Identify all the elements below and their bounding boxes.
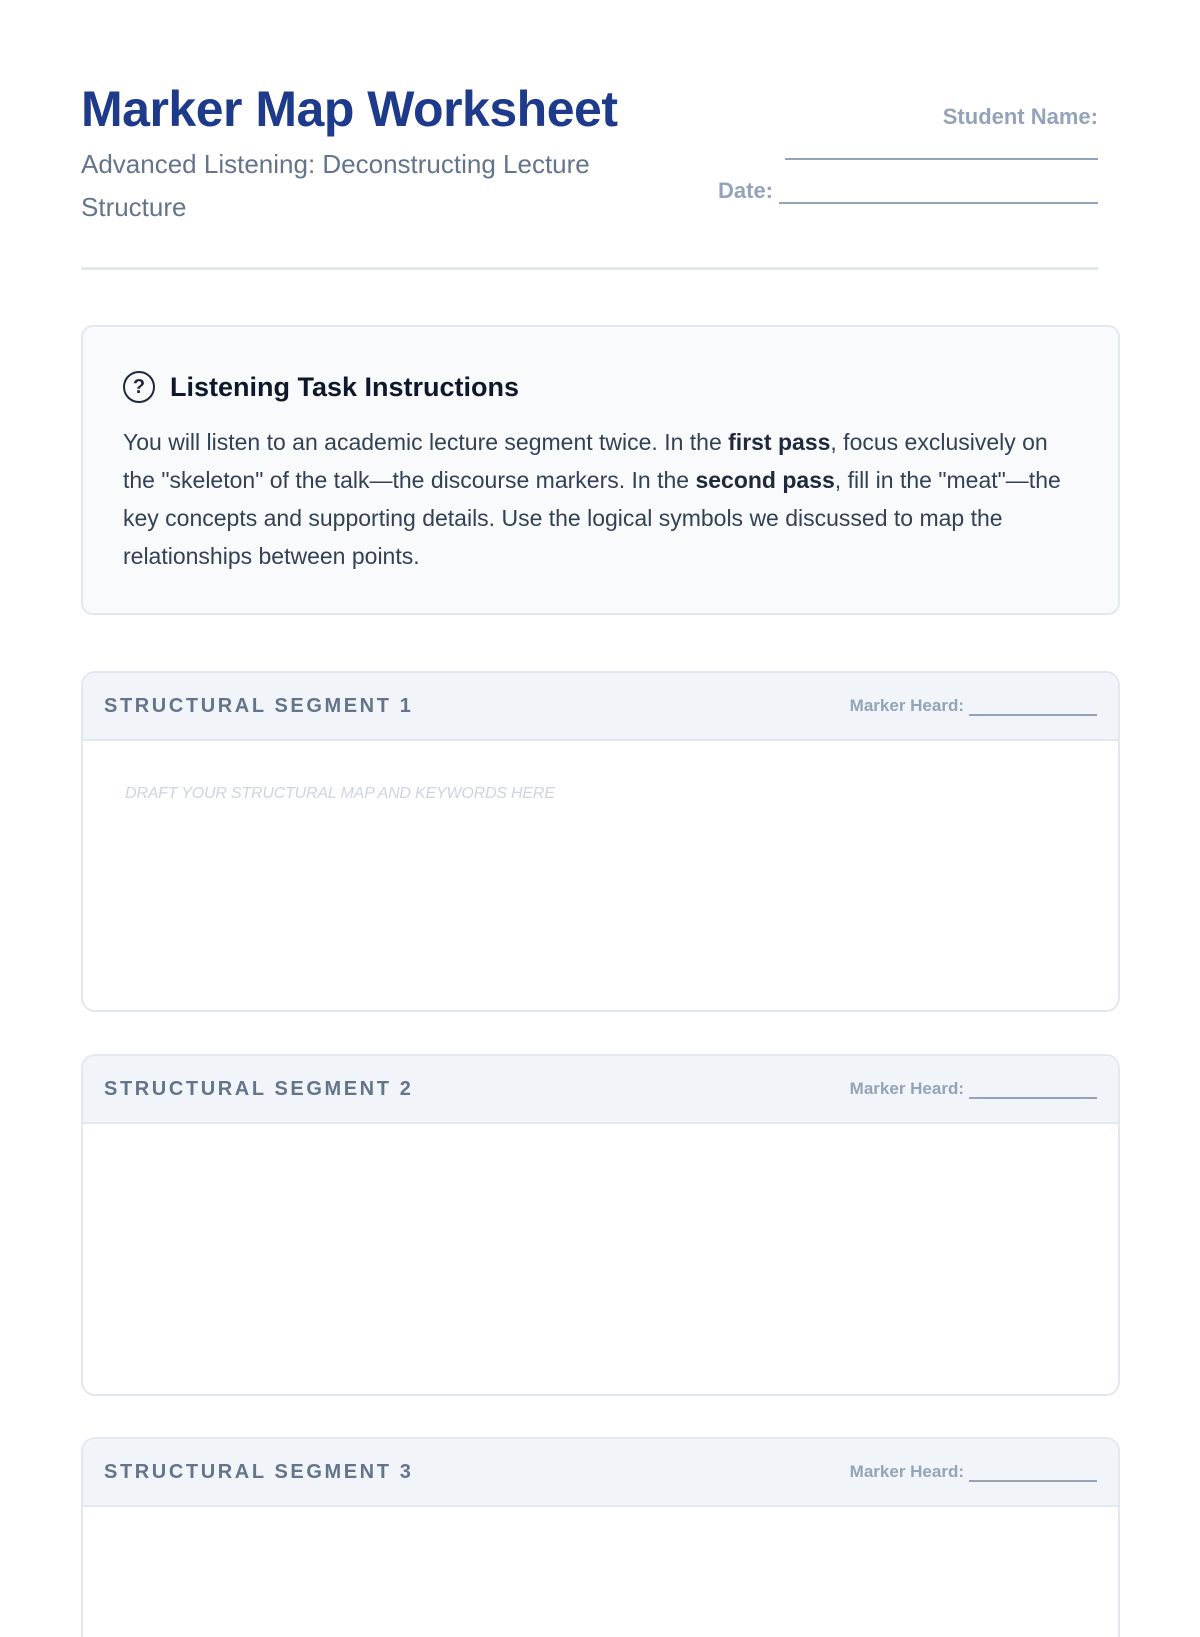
student-name-field[interactable] (785, 134, 1098, 160)
marker-heard (850, 1462, 1097, 1482)
segment-hint: DRAFT YOUR STRUCTURAL MAP AND KEYWORDS HERE (125, 785, 555, 802)
marker-heard-label: Marker Heard: (849, 1462, 964, 1481)
segment-header (83, 673, 1118, 741)
student-meta (718, 100, 1098, 204)
segment-header (83, 1056, 1118, 1124)
instructions-title: Listening Task Instructions (170, 371, 520, 402)
date-label: Date: (718, 178, 774, 203)
segment-notes-area[interactable] (83, 1124, 1118, 1396)
segment-card-1 (81, 671, 1120, 1012)
student-name-label: Student Name: (942, 104, 1098, 129)
date-field[interactable] (779, 182, 1098, 204)
marker-heard-label: Marker Heard: (849, 1079, 964, 1098)
segment-notes-area[interactable] (83, 741, 1118, 1012)
instructions-text-1: You will listen to an academic lecture segment twice. In the (123, 429, 729, 455)
segment-card-2 (81, 1054, 1120, 1396)
page-subtitle: Advanced Listening: Deconstructing Lecture Structure (81, 149, 590, 222)
marker-heard-field[interactable] (969, 1083, 1097, 1099)
instructions-text-3: , fill in the "meat"—the key concepts and supporting details. Use the logical symbols we discussed to map the relationships between points. (123, 467, 1061, 569)
marker-heard-field[interactable] (969, 1466, 1097, 1482)
marker-heard-field[interactable] (969, 700, 1097, 716)
instructions-panel (81, 325, 1120, 615)
page-title: Marker Map Worksheet (81, 81, 618, 137)
date-row (718, 174, 1098, 204)
segment-header (83, 1439, 1118, 1507)
segment-notes-area[interactable] (83, 1507, 1118, 1637)
instructions-header (123, 369, 1078, 405)
segment-card-3 (81, 1437, 1120, 1637)
instructions-bold-first-pass: first pass (728, 429, 831, 455)
question-circle-icon: ? (123, 371, 155, 403)
instructions-body (123, 423, 1078, 575)
segment-title: STRUCTURAL SEGMENT 1 (104, 694, 414, 717)
instructions-bold-second-pass: second pass (695, 467, 835, 493)
marker-heard-label: Marker Heard: (849, 696, 964, 715)
marker-heard (850, 1079, 1097, 1099)
segment-title: STRUCTURAL SEGMENT 3 (104, 1460, 414, 1483)
segment-title: STRUCTURAL SEGMENT 2 (104, 1077, 414, 1100)
instructions-text-2: , focus exclusively on the "skeleton" of the talk—the discourse markers. In the (123, 429, 1048, 493)
marker-heard (850, 696, 1097, 716)
worksheet-header (81, 0, 1098, 270)
